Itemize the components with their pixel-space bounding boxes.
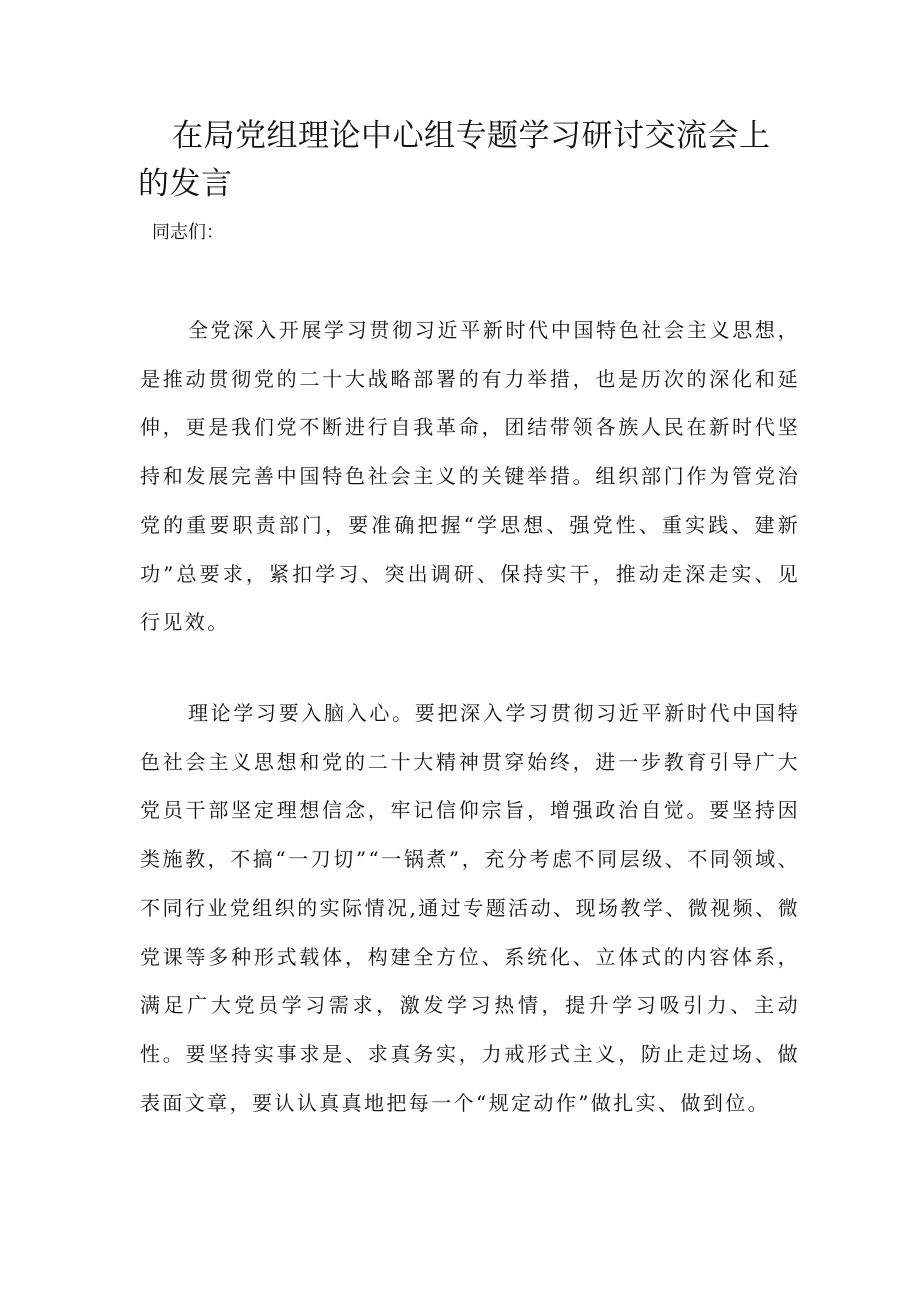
body-paragraph-1: 全党深入开展学习贯彻习近平新时代中国特色社会主义思想，是推动贯彻党的二十大战略部署的有力举措，也是历次的深化和延伸，更是我们党不断进行自我革命，团结带领各族人民在新时代坚持和发展完善中国特色社会主义的关键举措。组织部门作为管党治党的重要职责部门，要准确把握“学思想、强党性、重实践、建新功”总要求，紧扣学习、突出调研、保持实干，推动走深走实、见行见效。 [140, 318, 800, 635]
salutation: 同志们： [152, 222, 224, 243]
body-paragraph-2: 理论学习要入脑入心。要把深入学习贯彻习近平新时代中国特色社会主义思想和党的二十大精神贯穿始终，进一步教育引导广大党员干部坚定理想信念，牢记信仰宗旨，增强政治自觉。要坚持因类施教，不搞“一刀切”“一锅煮”，充分考虑不同层级、不同领域、不同行业党组织的实际情况,通过专题活动、现场教学、微视频、微党课等多种形式载体，构建全方位、系统化、立体式的内容体系，满足广大党员学习需求，激发学习热情，提升学习吸引力、主动性。要坚持实事求是、求真务实，力戒形式主义，防止走过场、做表面文章，要认认真真地把每一个“规定动作”做扎实、做到位。 [140, 701, 800, 1115]
document-title: 在局党组理论中心组专题学习研讨交流会上的发言 [138, 118, 771, 202]
